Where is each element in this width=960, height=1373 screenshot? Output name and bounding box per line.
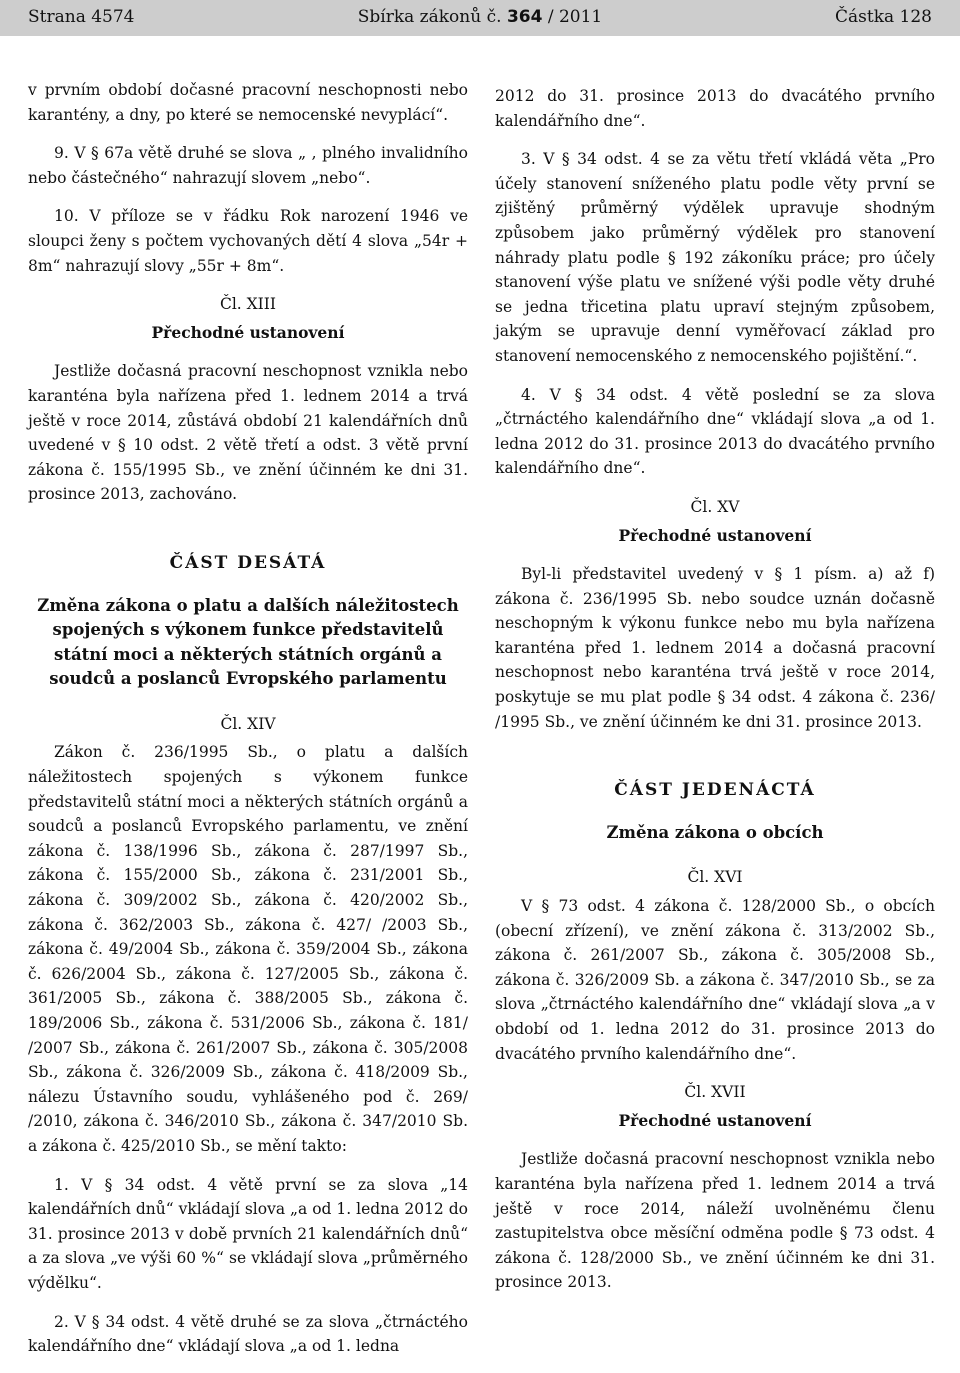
article-15-heading: Čl. XV <box>690 497 740 516</box>
left-para-1: v prvním období dočasné pracovní neschopnosti nebo karantény, a dny, po které se nemocenské nevyplácí“. <box>28 81 468 124</box>
article-14-text: Zákon č. 236/1995 Sb., o platu a dalších náležitostech spojených s výkonem funkce představitelů státní moci a některých státních orgánů a soudců a poslanců Evropského parlamentu, ve znění zákona č. 138/1996 Sb., zákona č. 287/1997 Sb., zákona č. 155/2000 Sb., zákona č. 231/2001 Sb., zákona č. 309/2002 Sb., zákona č. 420/2002 Sb., zákona č. 362/2003 Sb., zákona č. 427/ /2003 Sb., zákona č. 49/2004 Sb., zákona č. 359/2004 Sb., zákona č. 626/2004 Sb., zákona č. 127/2005 Sb., zákona č. 361/2005 Sb., zákona č. 388/2005 Sb., zákona č. 189/2006 Sb., zákona č. 531/2006 Sb., zákona č. 181/ /2007 Sb., zákona č. 261/2007 Sb., zákona č. 305/2008 Sb., zákona č. 326/2009 Sb., zákona č. 418/2009 Sb., nálezu Ústavního soudu, vyhlášeného pod č. 269/ /2010, zákona č. 346/2010 Sb., zákona č. 347/2010 Sb. a zákona č. 425/2010 Sb., se mění takto: <box>28 743 468 1155</box>
part-10-title: Změna zákona o platu a dalších náležitostech spojených s výkonem funkce představitelů státní moci a některých státních orgánů a soudců a poslanců Evropského parlamentu <box>37 595 459 689</box>
article-16-text: V § 73 odst. 4 zákona č. 128/2000 Sb., o obcích (obecní zřízení), ve znění zákona č. 313/2002 Sb., zákona č. 261/2007 Sb., zákona č. 305/2008 Sb., zákona č. 326/2009 Sb. a zákona č. 347/2010 Sb., se za slova „čtrnáctého kalendářního dne“ vkládají slova „a v období od 1. ledna 2012 do 31. prosince 2013 do dvacátého prvního kalendářního dne“. <box>495 897 935 1063</box>
collection-title <box>0 7 960 27</box>
article-15-text: Byl-li představitel uvedený v § 1 písm. a) až f) zákona č. 236/1995 Sb. nebo soudce uznán dočasně neschopným k výkonu funkce nebo mu byla nařízena karanténa před 1. lednem 2014 a dočasná pracovní neschopnost nebo karanténa trvá ještě v roce 2014, poskytuje se mu plat podle § 34 odst. 4 zákona č. 236/ /1995 Sb., ve znění účinném ke dni 31. prosince 2013. <box>495 565 935 731</box>
article-13-title: Přechodné ustanovení <box>151 322 345 342</box>
article-16-heading: Čl. XVI <box>687 868 743 887</box>
article-17-heading: Čl. XVII <box>684 1083 746 1102</box>
collection-prefix: Sbírka zákonů č. <box>357 7 507 27</box>
part-11-title: Změna zákona o obcích <box>606 822 824 842</box>
item-10: 10. V příloze se v řádku Rok narození 1946 ve sloupci ženy s počtem vychovaných dětí 4 slova „54r + 8m“ nahrazují slovy „55r + 8m“. <box>28 207 468 275</box>
part-11-heading: ČÁST JEDENÁCTÁ <box>614 780 816 801</box>
item-9: 9. V § 67a větě druhé se slova „ , plného invalidního nebo částečného“ nahrazují slovem „nebo“. <box>28 144 468 187</box>
item-4: 4. V § 34 odst. 4 větě poslední se za slova „čtrnáctého kalendářního dne“ vkládají slova „a od 1. ledna 2012 do 31. prosince 2013 do dvacátého prvního kalendářního dne“. <box>495 385 935 478</box>
item-2: 2. V § 34 odst. 4 větě druhé se za slova „čtrnáctého kalendářního dne“ vkládají slova „a od 1. ledna <box>28 1312 468 1356</box>
article-15-title: Přechodné ustanovení <box>618 525 812 545</box>
page-header <box>0 0 960 36</box>
item-1: 1. V § 34 odst. 4 větě první se za slova „14 kalendářních dnů“ vkládají slova „a od 1. ledna 2012 do 31. prosince 2013 v době prvních 21 kalendářních dnů“ a za slova „ve výši 60 %“ se vkládají slova „průměrného výdělku“. <box>28 1175 468 1292</box>
page-number: Strana 4574 <box>28 7 135 27</box>
right-para-1: 2012 do 31. prosince 2013 do dvacátého prvního kalendářního dne“. <box>495 87 935 130</box>
issue-part: Částka 128 <box>835 7 932 27</box>
article-14-heading: Čl. XIV <box>220 714 276 733</box>
item-3: 3. V § 34 odst. 4 se za větu třetí vkládá věta „Pro účely stanovení sníženého platu podle věty první se zjištěný průměrný výdělek upravuje shodným způsobem jako průměrný výdělek pro stanovení náhrady platu podle § 192 zákoníku práce; pro účely stanovení výše platu ve snížené výši podle věty druhé se jedna třicetina platu upraví stejným způsobem, jakým se upravuje denní vyměřovací základ pro stanovení nemocenského z nemocenského pojištění.“. <box>495 150 935 365</box>
right-column <box>495 84 935 1309</box>
article-17-text: Jestliže dočasná pracovní neschopnost vznikla nebo karanténa byla nařízena před 1. lednem 2014 a trvá ještě v roce 2014, náleží uvolněnému členu zastupitelstva obce měsíční odměna podle § 73 odst. 4 zákona č. 128/2000 Sb., ve znění účinném ke dni 31. prosince 2013. <box>495 1150 935 1292</box>
article-17-title: Přechodné ustanovení <box>618 1110 812 1130</box>
collection-number: 364 <box>506 7 543 27</box>
article-13-text: Jestliže dočasná pracovní neschopnost vznikla nebo karanténa byla nařízena před 1. lednem 2014 a trvá ještě v roce 2014, zůstává období 21 kalendářních dnů uvedené v § 10 odst. 2 větě třetí a odst. 3 větě první zákona č. 155/1995 Sb., ve znění účinném ke dni 31. prosince 2013, zachováno. <box>28 362 468 504</box>
part-10-heading: ČÁST DESÁTÁ <box>169 552 327 573</box>
left-column <box>28 78 468 1373</box>
article-13-heading: Čl. XIII <box>219 295 277 314</box>
collection-suffix: / 2011 <box>542 7 603 27</box>
